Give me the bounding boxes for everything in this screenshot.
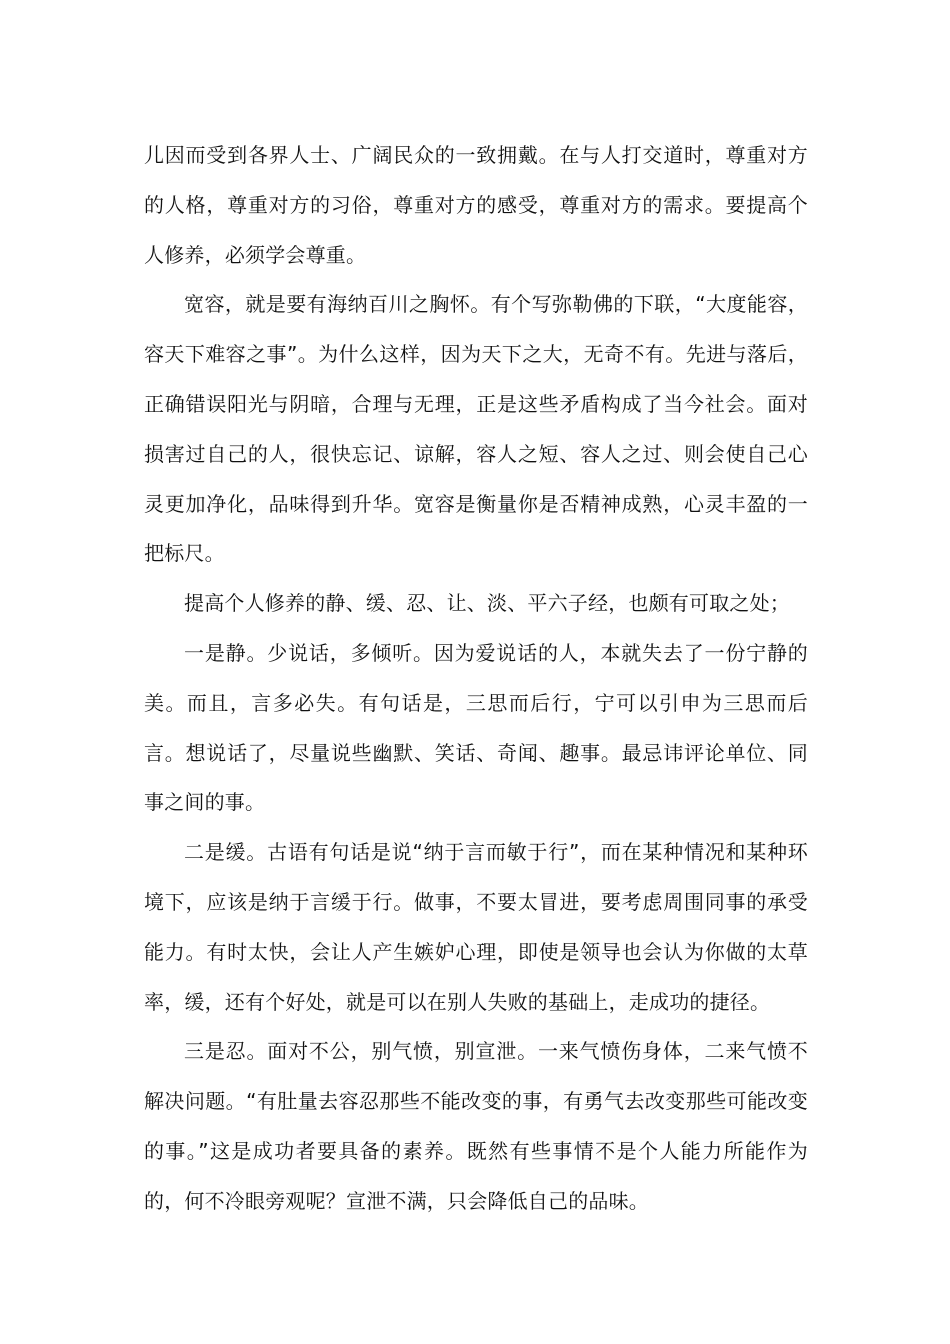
text-line: 问题。“有肚量去容忍那些不能改变的事，有勇气去改变那些可能改变的事。 bbox=[144, 1089, 808, 1163]
paragraph bbox=[144, 131, 808, 280]
text-line: 二是缓。古语有句话是说“纳于言而敏于行”，而在某种情况和某种环境 bbox=[144, 840, 808, 914]
text-line: 一是静。少说话，多倾听。因为爱说话的人，本就失去了一份宁静的美。 bbox=[144, 640, 808, 715]
text-line: 必须学会尊重。 bbox=[224, 242, 367, 267]
paragraph bbox=[144, 579, 808, 629]
text-line: 格，尊重对方的习俗，尊重对方的感受，尊重对方的需求。要提高个人修养， bbox=[144, 192, 809, 267]
paragraph bbox=[144, 1027, 808, 1226]
text-line: 宽容，就是要有海纳百川之胸怀。有个写弥勒佛的下联，“大度能容，容 bbox=[144, 292, 808, 367]
paragraph bbox=[144, 629, 808, 828]
text-line: 有时太快，会让人产生嫉妒心理，即使是领导也会认为你做的太草率，缓，还 bbox=[144, 939, 808, 1014]
text-line: 儿因而受到各界人士、广阔民众的一致拥戴。在与人打交道时，尊重对方的人 bbox=[144, 143, 808, 217]
text-line: 眼旁观呢？宣泄不满，只会降低自己的品味。 bbox=[245, 1188, 649, 1213]
text-line: 而且，言多必失。有句话是，三思而后行，宁可以引申为三思而后言。想说话 bbox=[144, 690, 808, 765]
text-line: 提高个人修养的静、缓、忍、让、淡、平六子经，也颇有可取之处； bbox=[184, 591, 790, 616]
text-line: 错误阳光与阴暗，合理与无理，正是这些矛盾构成了当今社会。面对损害过自 bbox=[144, 391, 809, 466]
text-line: 了，尽量说些幽默、笑话、奇闻、趣事。最忌讳评论单位、同事之间的事。 bbox=[144, 740, 808, 815]
paragraph bbox=[144, 280, 808, 579]
text-line: 品味得到升华。宽容是衡量你是否精神成熟，心灵丰盈的一把标尺。 bbox=[144, 491, 808, 566]
text-line: ”这是成功者要具备的素养。既然有些事情不是个人能力所能作为的，何不冷 bbox=[144, 1138, 808, 1213]
text-line: 下，应该是纳于言缓于行。做事，不要太冒进，要考虑周围同事的承受能力。 bbox=[144, 889, 809, 964]
document-body bbox=[144, 131, 808, 1227]
paragraph bbox=[144, 828, 808, 1027]
text-line: 天下难容之事”。为什么这样，因为天下之大，无奇不有。先进与落后，正确 bbox=[144, 342, 808, 416]
text-line: 三是忍。面对不公，别气愤，别宣泄。一来气愤伤身体，二来气愤不解决 bbox=[144, 1039, 808, 1114]
text-line: 有个好处，就是可以在别人失败的基础上，走成功的捷径。 bbox=[245, 989, 771, 1014]
text-line: 己的人，很快忘记、谅解，容人之短、容人之过、则会使自己心灵更加净化， bbox=[144, 441, 808, 516]
